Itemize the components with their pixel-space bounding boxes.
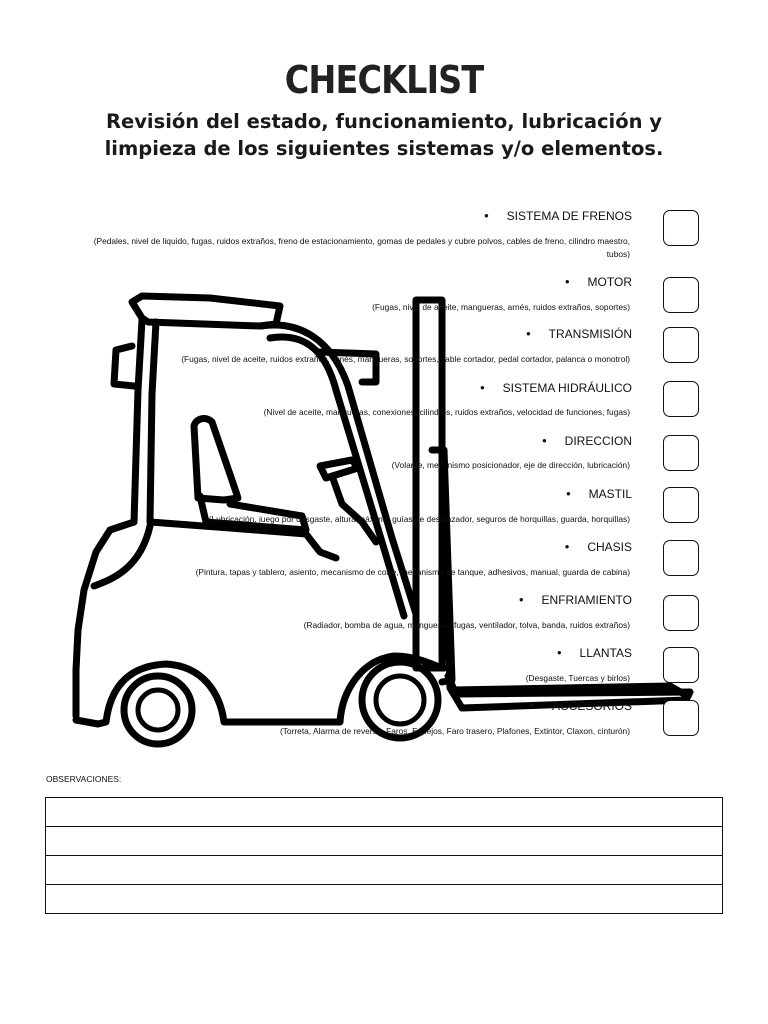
- item-title-text: TRANSMISIÓN: [548, 327, 632, 341]
- item-title-text: MOTOR: [587, 275, 632, 289]
- item-description-mastil: (Lubricación, juego por desgaste, altura máxima, guías de desplazador, seguros de horquillas, guarda, horquillas): [208, 514, 630, 524]
- observation-row[interactable]: [46, 885, 722, 913]
- checkbox-enfriamiento[interactable]: [663, 595, 699, 631]
- page-subtitle: [60, 108, 708, 162]
- item-title-frenos: • SISTEMA DE FRENOS: [484, 208, 632, 223]
- item-description-transmision: (Fugas, nivel de aceite, ruidos extraños, arnés, mangueras, soportes, cable cortador, pedal cortador, palanca o monotrol): [181, 354, 630, 364]
- checkbox-hidraulico[interactable]: [663, 381, 699, 417]
- item-title-accesorios: • ACCESORIOS: [529, 698, 632, 713]
- checkbox-motor[interactable]: [663, 277, 699, 313]
- item-title-text: ACCESORIOS: [551, 699, 632, 713]
- checkbox-mastil[interactable]: [663, 487, 699, 523]
- page-title: CHECKLIST: [284, 58, 484, 102]
- item-title-text: SISTEMA HIDRÁULICO: [502, 381, 632, 395]
- item-title-enfriamiento: • ENFRIAMIENTO: [518, 592, 632, 607]
- checkbox-accesorios[interactable]: [663, 700, 699, 736]
- item-title-transmision: • TRANSMISIÓN: [526, 326, 632, 341]
- item-description-hidraulico: (Nivel de aceite, mangueras, conexiones, cilindros, ruidos extraños, velocidad de funciones, fugas): [263, 407, 630, 417]
- item-description-accesorios: (Torreta, Alarma de reversa, Faros, Espejos, Faro trasero, Plafones, Extintor, Claxon, cinturón): [279, 726, 630, 736]
- item-title-text: MASTIL: [588, 487, 632, 501]
- item-title-mastil: • MASTIL: [566, 486, 632, 501]
- checkbox-transmision[interactable]: [663, 327, 699, 363]
- item-title-text: LLANTAS: [579, 646, 632, 660]
- item-description-direccion: (Volante, mecanismo posicionador, eje de dirección, lubricación): [391, 460, 630, 470]
- item-description-frenos: [40, 235, 630, 261]
- item-title-chasis: • CHASIS: [564, 539, 632, 554]
- item-description-llantas: (Desgaste, Tuercas y birlos): [525, 673, 630, 683]
- item-title-direccion: • DIRECCION: [542, 433, 632, 448]
- observations-label: OBSERVACIONES:: [46, 774, 122, 784]
- checkbox-chasis[interactable]: [663, 540, 699, 576]
- item-title-motor: • MOTOR: [564, 274, 632, 289]
- item-title-text: ENFRIAMIENTO: [541, 593, 632, 607]
- item-title-llantas: • LLANTAS: [556, 645, 632, 660]
- item-description-enfriamiento: (Radiador, bomba de agua, mangueras, fugas, ventilador, tolva, banda, ruidos extraños): [303, 620, 630, 630]
- item-description-chasis: (Pintura, tapas y tablero, asiento, mecanismo de cofre, mecanismo de tanque, adhesivos, manual, guarda de cabina): [195, 567, 630, 577]
- subtitle-line-2: limpieza de los siguientes sistemas y/o elementos.: [104, 137, 664, 160]
- item-description-line: tubos): [606, 249, 630, 259]
- item-description-motor: (Fugas, nivel de aceite, mangueras, arnés, ruidos extraños, soportes): [372, 302, 630, 312]
- item-description-line: (Pedales, nivel de liquido, fugas, ruidos extraños, freno de estacionamiento, gomas de pedales y cubre polvos, cables de freno, cilindro maestro,: [93, 236, 630, 246]
- observation-row[interactable]: [46, 827, 722, 856]
- subtitle-line-1: Revisión del estado, funcionamiento, lubricación y: [105, 110, 663, 133]
- item-title-text: CHASIS: [587, 540, 632, 554]
- observation-row[interactable]: [46, 798, 722, 827]
- item-title-text: DIRECCION: [564, 434, 632, 448]
- checkbox-direccion[interactable]: [663, 435, 699, 471]
- observations-table: [45, 797, 723, 914]
- item-title-text: SISTEMA DE FRENOS: [506, 209, 632, 223]
- observation-row[interactable]: [46, 856, 722, 885]
- checkbox-frenos[interactable]: [663, 210, 699, 246]
- item-title-hidraulico: • SISTEMA HIDRÁULICO: [480, 380, 632, 395]
- checkbox-llantas[interactable]: [663, 647, 699, 683]
